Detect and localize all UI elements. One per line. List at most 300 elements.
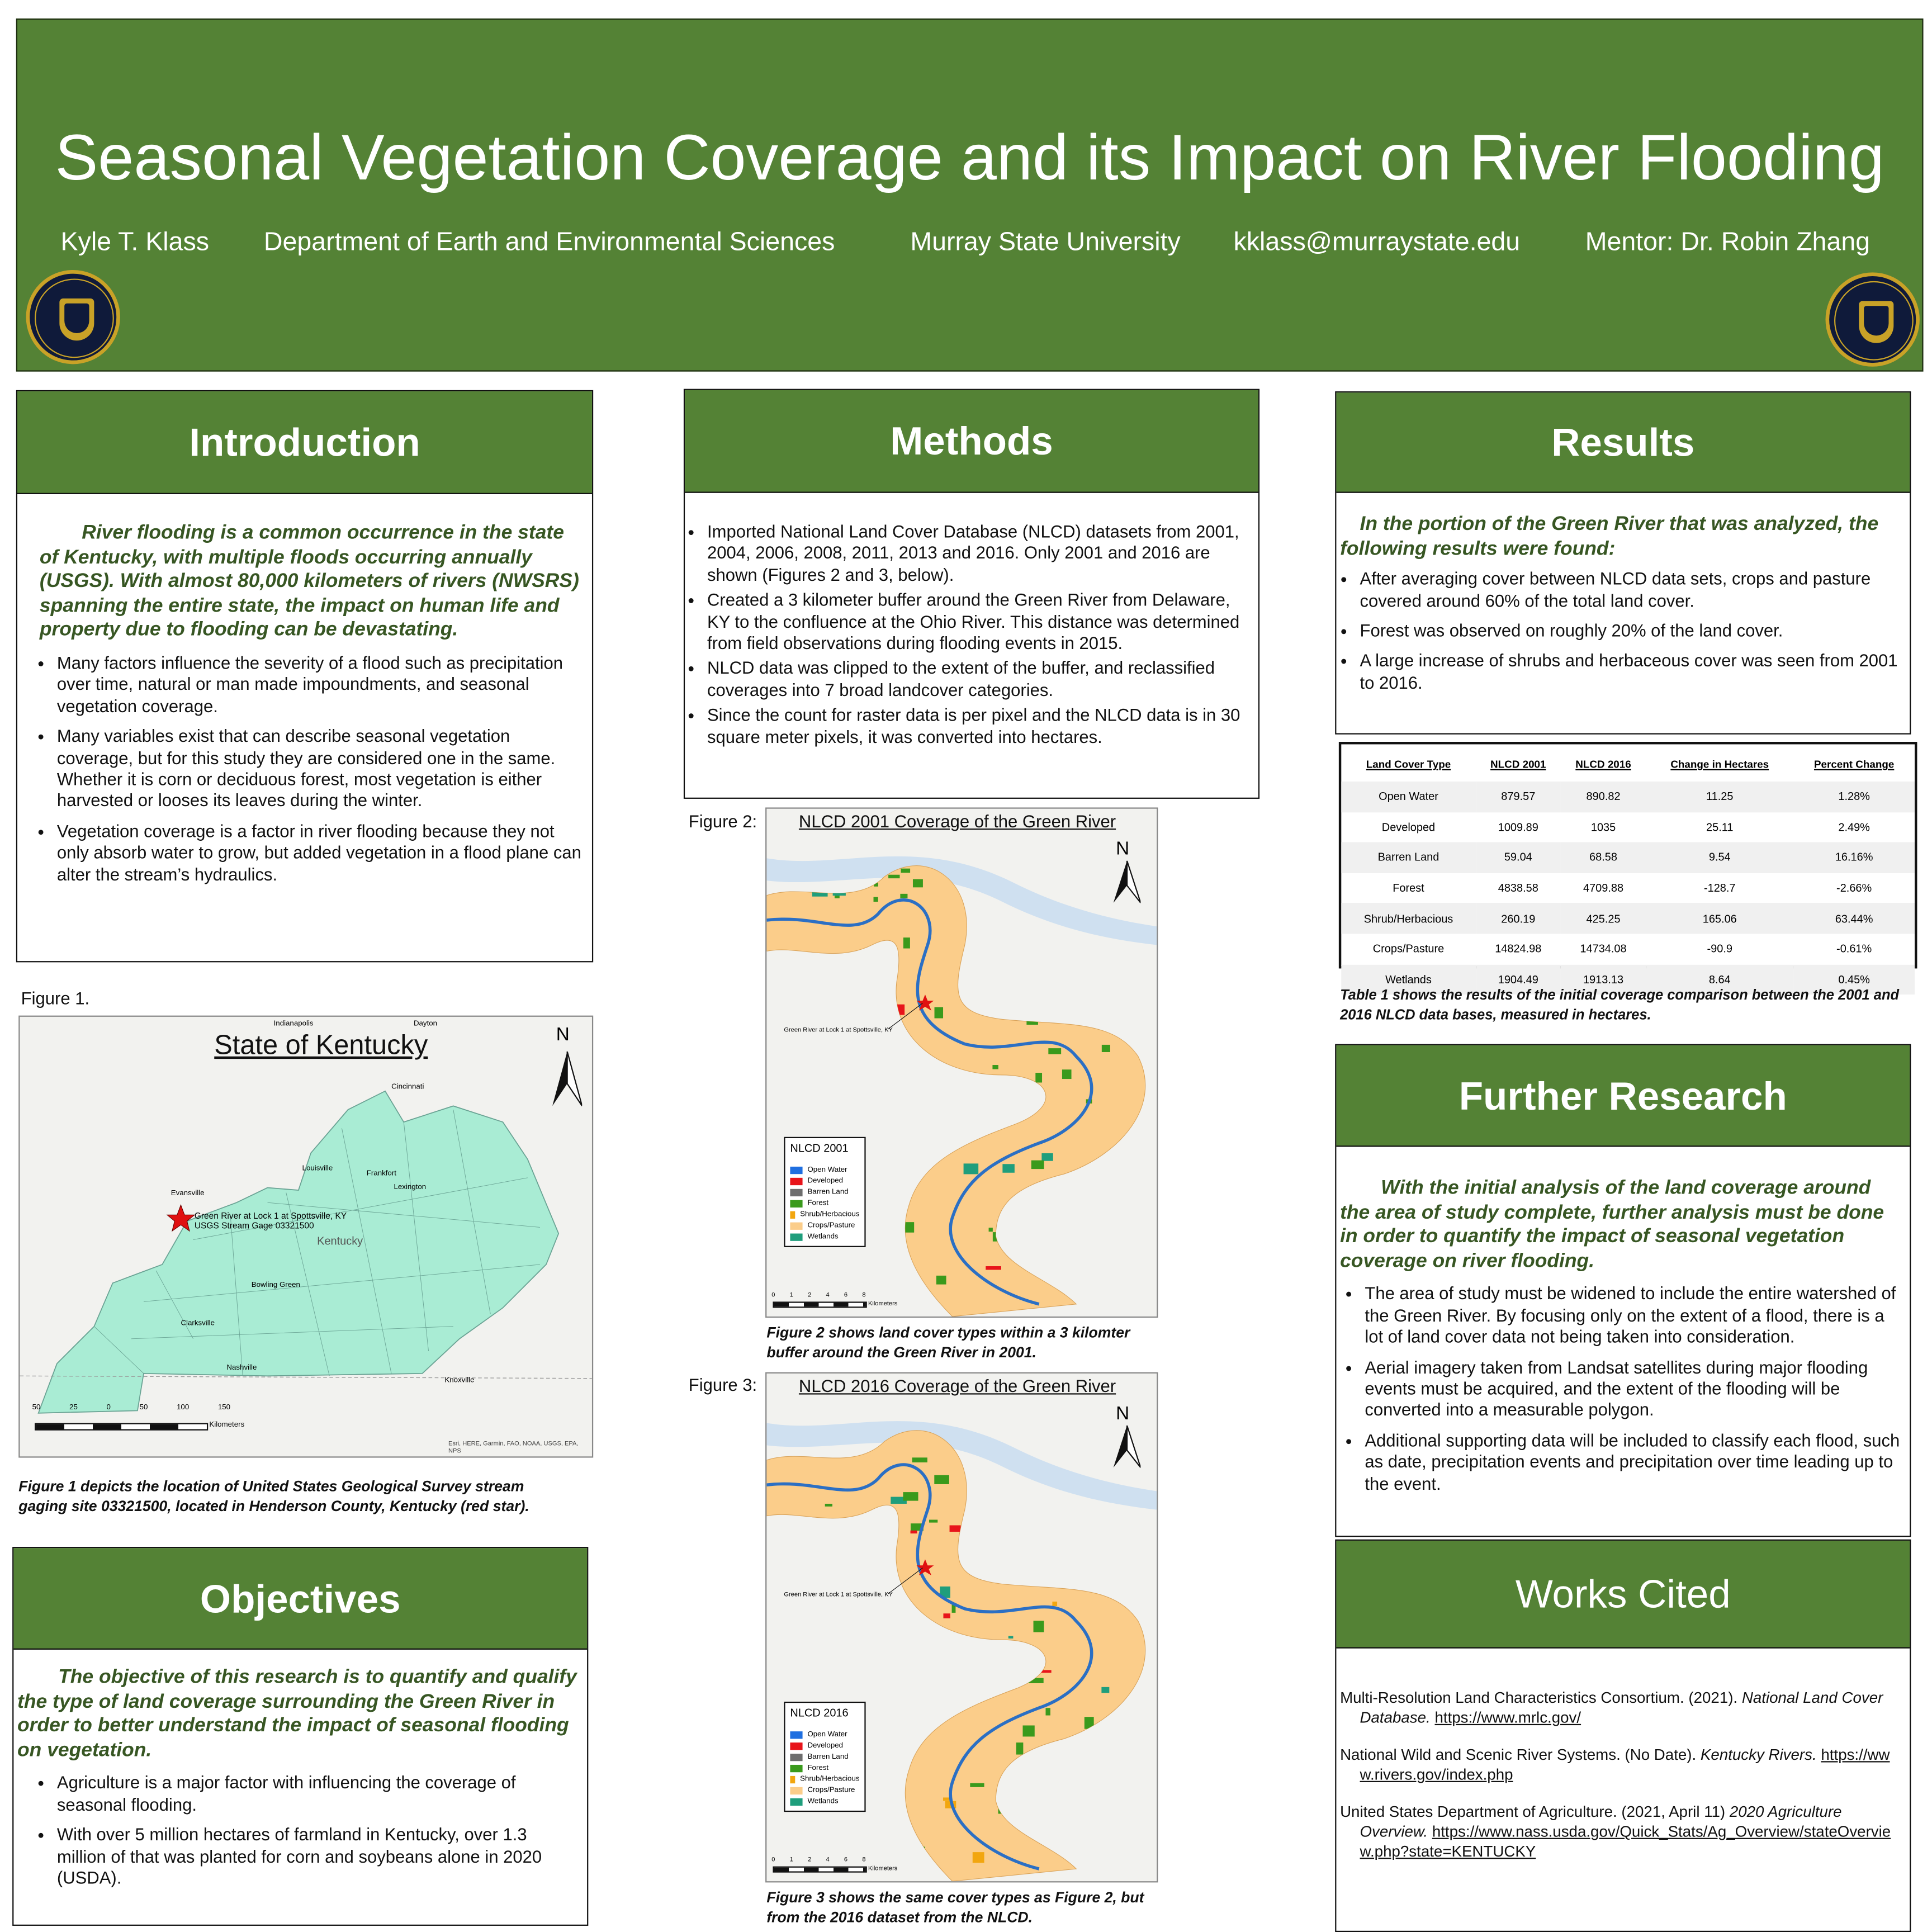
- city-label: Evansville: [171, 1190, 205, 1198]
- results-bullet: • After averaging cover between NLCD data sets, crops and pasture covered around 60% of the total land cover.: [1360, 569, 1900, 612]
- landcover-patch: [903, 1492, 918, 1501]
- table-cell: 11.25: [1646, 782, 1793, 812]
- section-heading: Objectives: [13, 1548, 587, 1650]
- citation-title: National Land Cover Database.: [1360, 1689, 1883, 1727]
- landcover-patch: [1002, 1164, 1014, 1173]
- legend-swatch: [790, 1200, 802, 1207]
- landcover-patch: [822, 1270, 835, 1281]
- figure2-caption: Figure 2 shows land cover types within a 3 kilomter buffer around the Green River in 2001.: [766, 1324, 1130, 1361]
- landcover-patch: [1008, 1636, 1014, 1639]
- landcover-patch: [936, 1276, 946, 1285]
- landcover-patch: [900, 894, 907, 898]
- legend-swatch: [790, 1753, 802, 1760]
- table-row: [1341, 873, 1915, 903]
- landcover-patch: [1097, 886, 1104, 892]
- landcover-patch: [1034, 1621, 1044, 1632]
- landcover-patch: [903, 937, 910, 948]
- landcover-patch: [1022, 1725, 1034, 1736]
- landcover-patch: [867, 1246, 875, 1249]
- legend-item: [790, 1231, 859, 1242]
- legend-item: [790, 1729, 859, 1740]
- scale-tick: 25: [69, 1404, 78, 1412]
- legend-item: [790, 1773, 859, 1784]
- legend-item: [790, 1751, 859, 1763]
- landcover-patch: [1029, 1792, 1033, 1800]
- scale-tick: 6: [844, 1291, 848, 1299]
- scale-tick: 0: [771, 1856, 775, 1864]
- table-cell: 68.58: [1561, 842, 1646, 873]
- scale-bar-ticks: [771, 1292, 865, 1299]
- poster-title: Seasonal Vegetation Coverage and its Impact on River Flooding: [55, 122, 1884, 195]
- methods-bullet: • Since the count for raster data is per pixel and the NLCD data is in 30 square meter pixels, it was converted into hectares.: [707, 705, 1248, 748]
- legend-item: [790, 1186, 859, 1197]
- legend-swatch: [790, 1798, 802, 1805]
- landcover-patch: [1033, 1569, 1048, 1579]
- scale-bar: [773, 1867, 866, 1873]
- landcover-patch: [1031, 1161, 1044, 1169]
- table-cell: Barren Land: [1341, 842, 1475, 873]
- figure1-label: Figure 1.: [21, 988, 90, 1008]
- landcover-patch: [989, 1228, 993, 1232]
- scale-bar: [35, 1423, 208, 1430]
- scale-tick: 100: [177, 1404, 190, 1412]
- objectives-lead: The objective of this research is to quantify and qualify the type of land coverage surrounding the Green River in order to better understand the impact of seasonal flooding on vegetation.: [17, 1666, 577, 1761]
- landcover-patch: [970, 1783, 984, 1787]
- legend-label: Wetlands: [807, 1797, 839, 1805]
- landcover-patch: [1010, 949, 1024, 957]
- table-cell: Forest: [1393, 882, 1424, 894]
- table-cell: 0.45%: [1793, 964, 1915, 995]
- legend-item: [790, 1784, 859, 1796]
- legend-label: Developed: [807, 1741, 843, 1750]
- landcover-patch: [820, 1544, 830, 1547]
- landcover-patch: [879, 1649, 889, 1654]
- objectives-bullet: • Agriculture is a major factor with influencing the coverage of seasonal flooding.: [57, 1773, 581, 1816]
- landcover-patch: [939, 1104, 943, 1114]
- landcover-patch: [993, 1232, 998, 1242]
- further-bullet: • The area of study must be widened to include the entire watershed of the Green River. By focusing only on the extent of a flood, there is a lot of land cover data not being taken into consideration.: [1365, 1284, 1903, 1348]
- legend-label: Shrub/Herbacious: [800, 1210, 860, 1218]
- scale-tick: 0: [771, 1291, 775, 1299]
- landcover-patch: [1107, 1162, 1116, 1166]
- city-label: Louisville: [302, 1165, 333, 1173]
- legend-swatch: [790, 1764, 802, 1772]
- kentucky-map: [18, 1016, 593, 1458]
- landcover-patch: [1045, 1708, 1050, 1715]
- results-section: [1335, 391, 1911, 735]
- landcover-patch: [875, 1551, 888, 1555]
- scale-tick: 1: [789, 1856, 793, 1864]
- legend-item: [790, 1763, 859, 1774]
- landcover-patch: [1082, 1176, 1097, 1180]
- landcover-patch: [874, 897, 878, 902]
- citation-text: Multi-Resolution Land Characteristics Consortium. (2021).: [1340, 1689, 1742, 1707]
- legend-label: Wetlands: [807, 1233, 839, 1240]
- scale-tick: 150: [217, 1404, 231, 1412]
- table-cell: 9.54: [1646, 842, 1793, 873]
- north-arrow-icon: N: [1116, 1403, 1130, 1424]
- landcover-patch: [804, 1693, 809, 1700]
- university: Murray State University: [910, 228, 1181, 257]
- landcover-patch: [932, 1639, 945, 1649]
- scale-tick: 8: [862, 1856, 866, 1864]
- landcover-patch: [967, 1651, 978, 1658]
- landcover-patch: [898, 1611, 910, 1622]
- landcover-patch: [979, 1477, 988, 1488]
- figure1-caption: Figure 1 depicts the location of United States Geological Survey stream gaging site 03321500, located in Henderson County, Kentucky (red star).: [18, 1477, 529, 1514]
- landcover-patch: [867, 1086, 882, 1090]
- landcover-patch: [1016, 1742, 1024, 1754]
- landcover-patch: [1052, 1602, 1057, 1606]
- gage-label: Green River at Lock 1 at Spottsville, KY: [194, 1212, 347, 1221]
- city-label: Frankfort: [366, 1170, 396, 1178]
- legend-swatch: [790, 1211, 795, 1218]
- legend-swatch: [790, 1742, 802, 1749]
- table-cell: Crops/Pasture: [1372, 943, 1445, 955]
- landcover-patch: [833, 887, 846, 896]
- email: kklass@murraystate.edu: [1233, 228, 1521, 257]
- legend-item: [790, 1164, 859, 1175]
- legend-swatch: [790, 1775, 795, 1783]
- landcover-patch: [986, 913, 999, 922]
- section-heading: Works Cited: [1336, 1541, 1910, 1649]
- table-cell: -2.66%: [1836, 882, 1872, 894]
- legend-label: Developed: [807, 1177, 843, 1185]
- landcover-patch: [911, 1846, 925, 1855]
- legend-label: Barren Land: [807, 1753, 849, 1761]
- table-row: [1341, 934, 1915, 964]
- landcover-patch: [1012, 1491, 1022, 1499]
- landcover-patch: [950, 1525, 961, 1532]
- works-cited-section: [1335, 1540, 1911, 1932]
- landcover-patch: [903, 1222, 914, 1233]
- landcover-patch: [887, 1579, 891, 1590]
- legend-label: Forest: [807, 1764, 829, 1772]
- table-cell: 1.28%: [1793, 782, 1915, 812]
- landcover-patch: [1062, 1069, 1072, 1079]
- landcover-patch: [1048, 1048, 1061, 1054]
- legend-swatch: [790, 1166, 802, 1173]
- mentor: Mentor: Dr. Robin Zhang: [1585, 228, 1871, 257]
- landcover-patch: [992, 1065, 998, 1069]
- landcover-patch: [1033, 1555, 1048, 1564]
- citation-title: 2020 Agriculture Overview.: [1360, 1803, 1842, 1841]
- table-header: Land Cover Type: [1366, 757, 1451, 770]
- map-legend: [784, 1137, 865, 1247]
- gage-label: Green River at Lock 1 at Spottsville, KY: [784, 1591, 893, 1599]
- table-cell: 890.82: [1561, 782, 1646, 812]
- landcover-patch: [977, 1473, 984, 1480]
- state-label: Kentucky: [317, 1234, 363, 1247]
- results-bullet: • Forest was observed on roughly 20% of the land cover.: [1360, 621, 1900, 642]
- table-cell: -128.7: [1703, 882, 1736, 894]
- landcover-patch: [828, 1251, 832, 1261]
- landcover-patch: [973, 1852, 984, 1863]
- table-cell: 25.11: [1706, 821, 1734, 834]
- landcover-patch: [1100, 1505, 1109, 1513]
- landcover-patch: [863, 1098, 867, 1110]
- landcover-patch: [1028, 1678, 1044, 1683]
- landcover-patch: [1036, 1670, 1052, 1673]
- landcover-patch: [901, 869, 910, 873]
- landcover-patch: [1006, 1001, 1020, 1010]
- landcover-patch: [1067, 880, 1078, 888]
- legend-item: [790, 1209, 859, 1220]
- legend-swatch: [790, 1731, 802, 1738]
- scale-tick: 6: [844, 1856, 848, 1864]
- figure2-label: Figure 2:: [688, 811, 757, 831]
- city-label: Lexington: [394, 1183, 427, 1192]
- table-cell: 1913.13: [1561, 964, 1646, 995]
- legend-title: NLCD 2001: [790, 1142, 849, 1154]
- scale-tick: 2: [808, 1291, 812, 1299]
- table-cell: 879.57: [1476, 782, 1561, 812]
- gage-label: USGS Stream Gage 03321500: [194, 1222, 314, 1232]
- table-row: [1341, 903, 1915, 934]
- figure3-caption: Figure 3 shows the same cover types as Figure 2, but from the 2016 dataset from the NLCD.: [766, 1888, 1144, 1925]
- further-research-section: [1335, 1044, 1911, 1537]
- landcover-patch: [973, 1566, 979, 1576]
- legend-label: Open Water: [807, 1166, 847, 1174]
- table-cell: Wetlands: [1341, 964, 1475, 995]
- landcover-patch: [980, 1460, 986, 1467]
- landcover-patch: [820, 1623, 826, 1631]
- landcover-patch: [1061, 1500, 1069, 1507]
- methods-bullet: • NLCD data was clipped to the extent of the buffer, and reclassified coverages into 7 broad landcover categories.: [707, 658, 1248, 701]
- nlcd-2016-map: [765, 1372, 1158, 1883]
- table-cell: 63.44%: [1793, 903, 1915, 934]
- table-cell: 425.25: [1561, 903, 1646, 934]
- table-row: [1341, 842, 1915, 873]
- scale-bar-ticks: [771, 1857, 865, 1864]
- table-cell: 1009.89: [1498, 821, 1538, 834]
- legend-label: Crops/Pasture: [807, 1221, 855, 1229]
- landcover-patch: [845, 1540, 858, 1551]
- landcover-patch: [874, 1241, 886, 1244]
- scale-tick: 1: [789, 1291, 793, 1299]
- landcover-patch: [1088, 944, 1104, 954]
- landcover-patch: [913, 879, 923, 888]
- city-label: Bowling Green: [251, 1281, 300, 1290]
- university-seal-logo: [26, 270, 120, 364]
- landcover-patch: [964, 1163, 979, 1174]
- landcover-patch: [943, 1613, 950, 1618]
- citation-link[interactable]: https://www.nass.usda.gov/Quick_Stats/Ag_Overview/stateOverview.php?state=KENTUCKY: [1360, 1823, 1891, 1860]
- landcover-patch: [1027, 1259, 1031, 1266]
- section-heading: Introduction: [17, 391, 592, 494]
- legend-label: Shrub/Herbacious: [800, 1775, 860, 1783]
- citation-title: Kentucky Rivers.: [1700, 1746, 1817, 1764]
- citation-text: National Wild and Scenic River Systems. (No Date).: [1340, 1746, 1701, 1764]
- citation-text: United States Department of Agriculture. (2021, April 11): [1340, 1803, 1730, 1821]
- table-header: Percent Change: [1813, 757, 1895, 770]
- table-cell: Shrub/Herbacious: [1341, 903, 1475, 934]
- landcover-patch: [807, 1091, 821, 1102]
- citation: [1340, 1688, 1900, 1728]
- citation-link[interactable]: https://www.mrlc.gov/: [1434, 1709, 1581, 1727]
- table-cell: 4838.58: [1498, 882, 1538, 894]
- scale-unit: Kilometers: [209, 1422, 245, 1429]
- results-bullet: • A large increase of shrubs and herbaceous cover was seen from 2001 to 2016.: [1360, 651, 1900, 694]
- table-header: Change in Hectares: [1670, 757, 1769, 770]
- legend-label: Barren Land: [807, 1188, 849, 1196]
- table-row: [1341, 812, 1915, 842]
- map-title: State of Kentucky: [214, 1029, 428, 1060]
- table-cell: 4709.88: [1583, 882, 1624, 894]
- author-name: Kyle T. Klass: [60, 228, 210, 257]
- map-legend: [784, 1702, 865, 1812]
- city-label: Clarksville: [181, 1320, 215, 1328]
- table-cell: -90.9: [1707, 943, 1732, 955]
- table-cell: 260.19: [1476, 903, 1561, 934]
- landcover-patch: [1101, 1687, 1109, 1693]
- poster-header: [16, 18, 1924, 371]
- further-bullet: • Additional supporting data will be included to classify each flood, such as date, precipitation events and precipitation over time leading up to the event.: [1365, 1430, 1903, 1495]
- legend-item: [790, 1740, 859, 1751]
- table-cell: 16.16%: [1793, 842, 1915, 873]
- legend-item: [790, 1220, 859, 1231]
- table-cell: 2.49%: [1838, 821, 1870, 834]
- landcover-patch: [1041, 1153, 1053, 1161]
- table-cell: -0.61%: [1836, 943, 1872, 955]
- table-row: [1341, 782, 1915, 812]
- landcover-patch: [819, 1830, 835, 1834]
- legend-swatch: [790, 1787, 802, 1794]
- city-label: Knoxville: [444, 1377, 475, 1385]
- landcover-patch: [1085, 1717, 1094, 1729]
- table-caption: Table 1 shows the results of the initial coverage comparison between the 2001 and 2016 NLCD data bases, measured in hectares.: [1340, 988, 1900, 1022]
- landcover-patch: [827, 1845, 838, 1854]
- landcover-patch: [998, 1807, 1014, 1813]
- scale-unit: Kilometers: [868, 1865, 898, 1873]
- city-label: Nashville: [226, 1365, 257, 1372]
- table-cell: Developed: [1381, 821, 1436, 834]
- landcover-patch: [1091, 1796, 1104, 1805]
- scale-tick: 8: [862, 1291, 866, 1299]
- landcover-patch: [846, 1098, 851, 1104]
- landcover-patch: [1023, 1543, 1034, 1547]
- legend-label: Open Water: [807, 1731, 847, 1739]
- landcover-patch: [1006, 1482, 1012, 1489]
- results-lead: In the portion of the Green River that was analyzed, the following results were found:: [1340, 514, 1879, 560]
- north-arrow-icon: [1114, 1426, 1141, 1470]
- university-seal-logo: [1825, 272, 1919, 366]
- nlcd-2001-map: [765, 807, 1158, 1318]
- landcover-patch: [986, 1266, 1001, 1270]
- scale-tick: 50: [139, 1404, 148, 1412]
- landcover-patch: [1026, 1015, 1038, 1025]
- landcover-patch: [1036, 1762, 1046, 1769]
- legend-label: Crops/Pasture: [807, 1786, 855, 1794]
- table-cell: 59.04: [1476, 842, 1561, 873]
- table-cell: 8.64: [1646, 964, 1793, 995]
- intro-bullet: • Many factors influence the severity of a flood such as precipitation over time, natural or man made impoundments, and seasonal vegetation coverage.: [57, 652, 585, 717]
- scale-tick: 0: [106, 1404, 111, 1412]
- north-arrow-icon: [1114, 861, 1141, 906]
- further-bullet: • Aerial imagery taken from Landsat satellites during major flooding events must be acquired, and the extent of the flooding will be converted into a measurable polygon.: [1365, 1357, 1903, 1422]
- landcover-patch: [873, 1098, 882, 1105]
- landcover-patch: [1035, 1073, 1042, 1083]
- landcover-patch: [837, 1121, 844, 1131]
- further-lead: With the initial analysis of the land coverage around the area of study complete, further analysis must be done in order to quantify the impact of seasonal vegetation coverage on river flooding.: [1340, 1177, 1884, 1272]
- legend-title: NLCD 2016: [790, 1706, 849, 1719]
- landcover-patch: [811, 1563, 820, 1568]
- landcover-patch: [934, 1475, 949, 1484]
- intro-bullet: • Vegetation coverage is a factor in river flooding because they not only absorb water to grow, but added vegetation in a flood plane can alter the stream’s hydraulics.: [57, 821, 585, 886]
- citation-link[interactable]: https://www.rivers.gov/index.php: [1360, 1746, 1890, 1784]
- legend-swatch: [790, 1233, 802, 1240]
- landcover-patch: [929, 1520, 937, 1523]
- objectives-bullet: • With over 5 million hectares of farmland in Kentucky, over 1.3 million of that was planted for corn and soybeans alone in 2020 (USDA).: [57, 1825, 581, 1890]
- landcover-patch: [966, 979, 977, 982]
- legend-swatch: [790, 1221, 802, 1229]
- city-label: Cincinnati: [391, 1083, 424, 1091]
- section-heading: Methods: [685, 390, 1258, 493]
- department: Department of Earth and Environmental Sciences: [263, 228, 835, 257]
- landcover-patch: [860, 1039, 876, 1042]
- landcover-patch: [871, 1263, 879, 1272]
- scale-tick: 4: [826, 1291, 830, 1299]
- landcover-patch: [1007, 948, 1022, 955]
- methods-bullet: • Imported National Land Cover Database (NLCD) datasets from 2001, 2004, 2006, 2008, 2011, 2013 and 2016. Only 2001 and 2016 are shown (Figures 2 and 3, below).: [707, 522, 1248, 586]
- landcover-patch: [1008, 1490, 1020, 1494]
- table-cell: 14734.08: [1580, 943, 1627, 955]
- landcover-patch: [912, 1457, 927, 1462]
- table-cell: Open Water: [1341, 782, 1475, 812]
- table-cell: 165.06: [1646, 903, 1793, 934]
- legend-item: [790, 1796, 859, 1807]
- legend-swatch: [790, 1177, 802, 1185]
- citation: [1340, 1802, 1900, 1861]
- scale-tick: 4: [826, 1856, 830, 1864]
- north-arrow-icon: [552, 1052, 582, 1109]
- methods-bullet: • Created a 3 kilometer buffer around the Green River from Delaware, KY to the confluence at the Ohio River. This distance was determined from field observations during flooding events in 2015.: [707, 590, 1248, 655]
- landcover-patch: [967, 1560, 971, 1571]
- table-header: NLCD 2001: [1490, 757, 1546, 770]
- legend-item: [790, 1197, 859, 1209]
- landcover-patch: [935, 1007, 944, 1019]
- landcover-patch: [818, 1602, 831, 1611]
- scale-tick: 2: [808, 1856, 812, 1864]
- section-heading: Further Research: [1336, 1045, 1910, 1147]
- landcover-patch: [915, 1677, 924, 1680]
- landcover-patch: [905, 1613, 915, 1620]
- scale-bar: [773, 1301, 866, 1308]
- landcover-patch: [1102, 1045, 1110, 1052]
- map-attribution: Esri, HERE, Garmin, FAO, NOAA, USGS, EPA, NPS: [448, 1440, 579, 1456]
- objectives-section: [12, 1547, 588, 1926]
- landcover-patch: [1092, 1269, 1108, 1273]
- table-cell: 1904.49: [1476, 964, 1561, 995]
- intro-bullet: • Many variables exist that can describe seasonal vegetation coverage, but for this study they are considered one in the same. Whether it is corn or deciduous forest, most vegetation is either harvested or looses its leaves during the winter.: [57, 726, 585, 812]
- landcover-patch: [911, 1531, 917, 1533]
- landcover-patch: [1061, 1496, 1066, 1499]
- landcover-patch: [928, 1644, 936, 1647]
- citation: [1340, 1745, 1900, 1784]
- section-heading: Results: [1336, 392, 1910, 493]
- landcover-patch: [825, 881, 838, 891]
- north-arrow-icon: N: [1116, 838, 1130, 860]
- legend-label: Forest: [807, 1199, 829, 1207]
- landcover-patch: [1027, 1446, 1036, 1453]
- city-label: Indianapolis: [273, 1020, 314, 1028]
- landcover-patch: [893, 1115, 903, 1124]
- landcover-patch: [1086, 1265, 1090, 1273]
- results-table: [1339, 742, 1917, 986]
- landcover-patch: [1019, 920, 1026, 929]
- legend-item: [790, 1175, 859, 1186]
- table-cell: 1035: [1590, 821, 1616, 834]
